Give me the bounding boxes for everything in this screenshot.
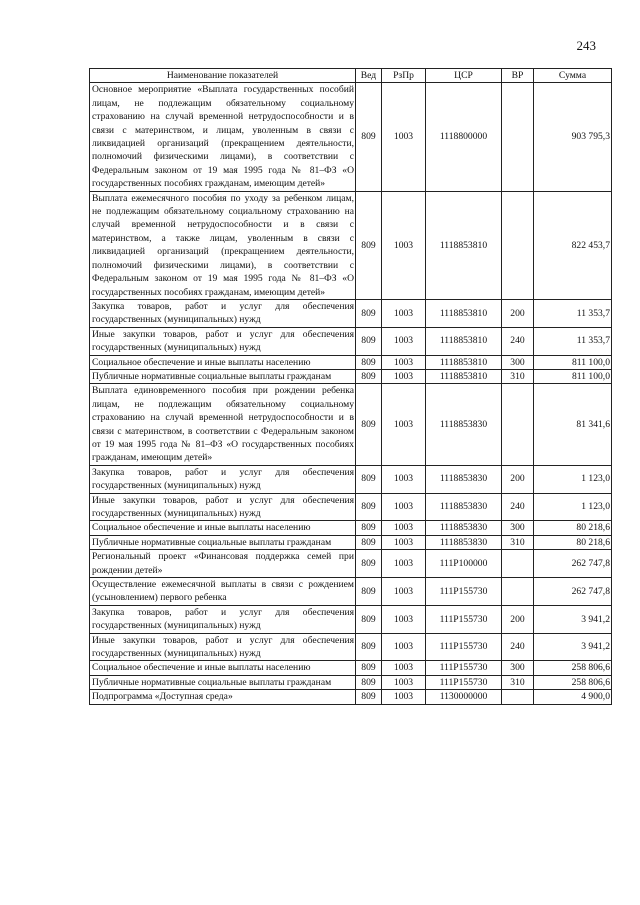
table-row: [90, 369, 612, 383]
row-rzpr: 1003: [382, 578, 426, 606]
row-ved: 809: [356, 633, 382, 661]
row-vr: 200: [502, 465, 534, 493]
row-csr: 1118853810: [426, 369, 502, 383]
page-number: 243: [576, 38, 596, 53]
table-row: [90, 675, 612, 689]
row-vr: [502, 384, 534, 465]
table-row: [90, 605, 612, 633]
row-ved: 809: [356, 327, 382, 355]
row-name: Публичные нормативные социальные выплаты гражданам: [90, 535, 356, 549]
table-row: [90, 690, 612, 704]
table-row: [90, 355, 612, 369]
row-rzpr: 1003: [382, 327, 426, 355]
budget-table: [89, 68, 612, 705]
row-sum: 903 795,3: [534, 83, 612, 191]
row-rzpr: 1003: [382, 535, 426, 549]
row-vr: [502, 578, 534, 606]
row-vr: 300: [502, 521, 534, 535]
row-csr: 111P155730: [426, 633, 502, 661]
row-ved: 809: [356, 605, 382, 633]
table-row: [90, 493, 612, 521]
row-rzpr: 1003: [382, 191, 426, 299]
row-sum: 81 341,6: [534, 384, 612, 465]
row-sum: 822 453,7: [534, 191, 612, 299]
table-row: [90, 661, 612, 675]
row-csr: 1118853830: [426, 535, 502, 549]
row-rzpr: 1003: [382, 550, 426, 578]
row-csr: 1118853810: [426, 191, 502, 299]
header-vr: ВР: [502, 69, 534, 83]
table-header-row: [90, 69, 612, 83]
header-csr: ЦСР: [426, 69, 502, 83]
row-ved: 809: [356, 578, 382, 606]
row-ved: 809: [356, 521, 382, 535]
row-ved: 809: [356, 384, 382, 465]
row-name: Иные закупки товаров, работ и услуг для обеспечения государственных (муниципальных) нужд: [90, 633, 356, 661]
row-vr: 310: [502, 535, 534, 549]
row-csr: 111P155730: [426, 661, 502, 675]
row-name: Публичные нормативные социальные выплаты гражданам: [90, 675, 356, 689]
table-body: [90, 83, 612, 704]
row-name: Социальное обеспечение и иные выплаты населению: [90, 521, 356, 535]
row-csr: 1118853810: [426, 299, 502, 327]
row-name: Закупка товаров, работ и услуг для обеспечения государственных (муниципальных) нужд: [90, 299, 356, 327]
header-ved: Вед: [356, 69, 382, 83]
table-row: [90, 465, 612, 493]
row-name: Иные закупки товаров, работ и услуг для обеспечения государственных (муниципальных) нужд: [90, 493, 356, 521]
row-vr: 300: [502, 661, 534, 675]
row-vr: [502, 83, 534, 191]
row-ved: 809: [356, 661, 382, 675]
row-vr: 300: [502, 355, 534, 369]
table-row: [90, 327, 612, 355]
row-ved: 809: [356, 535, 382, 549]
row-rzpr: 1003: [382, 83, 426, 191]
table-row: [90, 83, 612, 191]
row-rzpr: 1003: [382, 690, 426, 704]
row-sum: 1 123,0: [534, 465, 612, 493]
row-vr: 310: [502, 369, 534, 383]
row-rzpr: 1003: [382, 299, 426, 327]
table-row: [90, 578, 612, 606]
row-name: Социальное обеспечение и иные выплаты населению: [90, 661, 356, 675]
row-sum: 811 100,0: [534, 369, 612, 383]
row-name: Осуществление ежемесячной выплаты в связи с рождением (усыновлением) первого ребенка: [90, 578, 356, 606]
table-row: [90, 521, 612, 535]
row-csr: 1118853830: [426, 465, 502, 493]
row-ved: 809: [356, 191, 382, 299]
table-row: [90, 633, 612, 661]
row-name: Закупка товаров, работ и услуг для обеспечения государственных (муниципальных) нужд: [90, 465, 356, 493]
row-csr: 111P155730: [426, 675, 502, 689]
row-ved: 809: [356, 493, 382, 521]
row-ved: 809: [356, 465, 382, 493]
row-ved: 809: [356, 299, 382, 327]
row-sum: 4 900,0: [534, 690, 612, 704]
row-vr: 200: [502, 605, 534, 633]
row-csr: 111P155730: [426, 578, 502, 606]
row-name: Закупка товаров, работ и услуг для обеспечения государственных (муниципальных) нужд: [90, 605, 356, 633]
row-rzpr: 1003: [382, 521, 426, 535]
row-csr: 111P155730: [426, 605, 502, 633]
table-row: [90, 535, 612, 549]
row-csr: 1118853810: [426, 327, 502, 355]
row-sum: 3 941,2: [534, 605, 612, 633]
row-sum: 262 747,8: [534, 578, 612, 606]
row-name: Региональный проект «Финансовая поддержка семей при рождении детей»: [90, 550, 356, 578]
row-rzpr: 1003: [382, 633, 426, 661]
row-vr: [502, 191, 534, 299]
row-rzpr: 1003: [382, 493, 426, 521]
row-name: Социальное обеспечение и иные выплаты населению: [90, 355, 356, 369]
row-csr: 1130000000: [426, 690, 502, 704]
row-csr: 111P100000: [426, 550, 502, 578]
row-sum: 258 806,6: [534, 675, 612, 689]
row-vr: 200: [502, 299, 534, 327]
header-name: Наименование показателей: [90, 69, 356, 83]
row-ved: 809: [356, 369, 382, 383]
row-sum: 262 747,8: [534, 550, 612, 578]
row-ved: 809: [356, 550, 382, 578]
row-rzpr: 1003: [382, 605, 426, 633]
row-rzpr: 1003: [382, 465, 426, 493]
row-vr: 240: [502, 327, 534, 355]
header-rzpr: РзПр: [382, 69, 426, 83]
header-sum: Сумма: [534, 69, 612, 83]
row-sum: 1 123,0: [534, 493, 612, 521]
row-sum: 11 353,7: [534, 299, 612, 327]
row-ved: 809: [356, 355, 382, 369]
row-sum: 258 806,6: [534, 661, 612, 675]
row-csr: 1118800000: [426, 83, 502, 191]
row-name: Выплата ежемесячного пособия по уходу за ребенком лицам, не подлежащим обязательному социальному страхованию на случай временной нетрудоспособности и в связи с материнством, а также лицам, уволенным в связи с ликвидацией организаций (прекращением деятельности, полномочий физическими лицами), в соответствии с Федеральным законом от 19 мая 1995 года № 81–ФЗ «О государственных пособиях гражданам, имеющим детей»: [90, 191, 356, 299]
row-name: Выплата единовременного пособия при рождении ребенка лицам, не подлежащим обязательному социальному страхованию на случай временной нетрудоспособности и в связи с материнством, в соответствии с Федеральным законом от 19 мая 1995 года № 81–ФЗ «О государственных пособиях гражданам, имеющим детей»: [90, 384, 356, 465]
row-name: Публичные нормативные социальные выплаты гражданам: [90, 369, 356, 383]
row-name: Подпрограмма «Доступная среда»: [90, 690, 356, 704]
row-sum: 11 353,7: [534, 327, 612, 355]
table-row: [90, 550, 612, 578]
row-rzpr: 1003: [382, 675, 426, 689]
row-sum: 80 218,6: [534, 535, 612, 549]
row-rzpr: 1003: [382, 661, 426, 675]
row-rzpr: 1003: [382, 369, 426, 383]
row-vr: 310: [502, 675, 534, 689]
row-csr: 1118853830: [426, 384, 502, 465]
row-ved: 809: [356, 675, 382, 689]
row-ved: 809: [356, 83, 382, 191]
row-vr: [502, 690, 534, 704]
row-csr: 1118853810: [426, 355, 502, 369]
row-sum: 811 100,0: [534, 355, 612, 369]
row-ved: 809: [356, 690, 382, 704]
table-row: [90, 191, 612, 299]
row-csr: 1118853830: [426, 521, 502, 535]
row-csr: 1118853830: [426, 493, 502, 521]
table-row: [90, 384, 612, 465]
row-rzpr: 1003: [382, 384, 426, 465]
row-rzpr: 1003: [382, 355, 426, 369]
row-name: Иные закупки товаров, работ и услуг для обеспечения государственных (муниципальных) нужд: [90, 327, 356, 355]
row-vr: [502, 550, 534, 578]
row-name: Основное мероприятие «Выплата государственных пособий лицам, не подлежащим обязательному социальному страхованию на случай временной нетрудоспособности и в связи с материнством, и лицам, уволенным в связи с ликвидацией организаций (прекращением деятельности, полномочий физическими лицами), в соответствии с Федеральным законом от 19 мая 1995 года № 81–ФЗ «О государственных пособиях гражданам, имеющим детей»: [90, 83, 356, 191]
row-sum: 80 218,6: [534, 521, 612, 535]
table-row: [90, 299, 612, 327]
row-sum: 3 941,2: [534, 633, 612, 661]
row-vr: 240: [502, 493, 534, 521]
row-vr: 240: [502, 633, 534, 661]
